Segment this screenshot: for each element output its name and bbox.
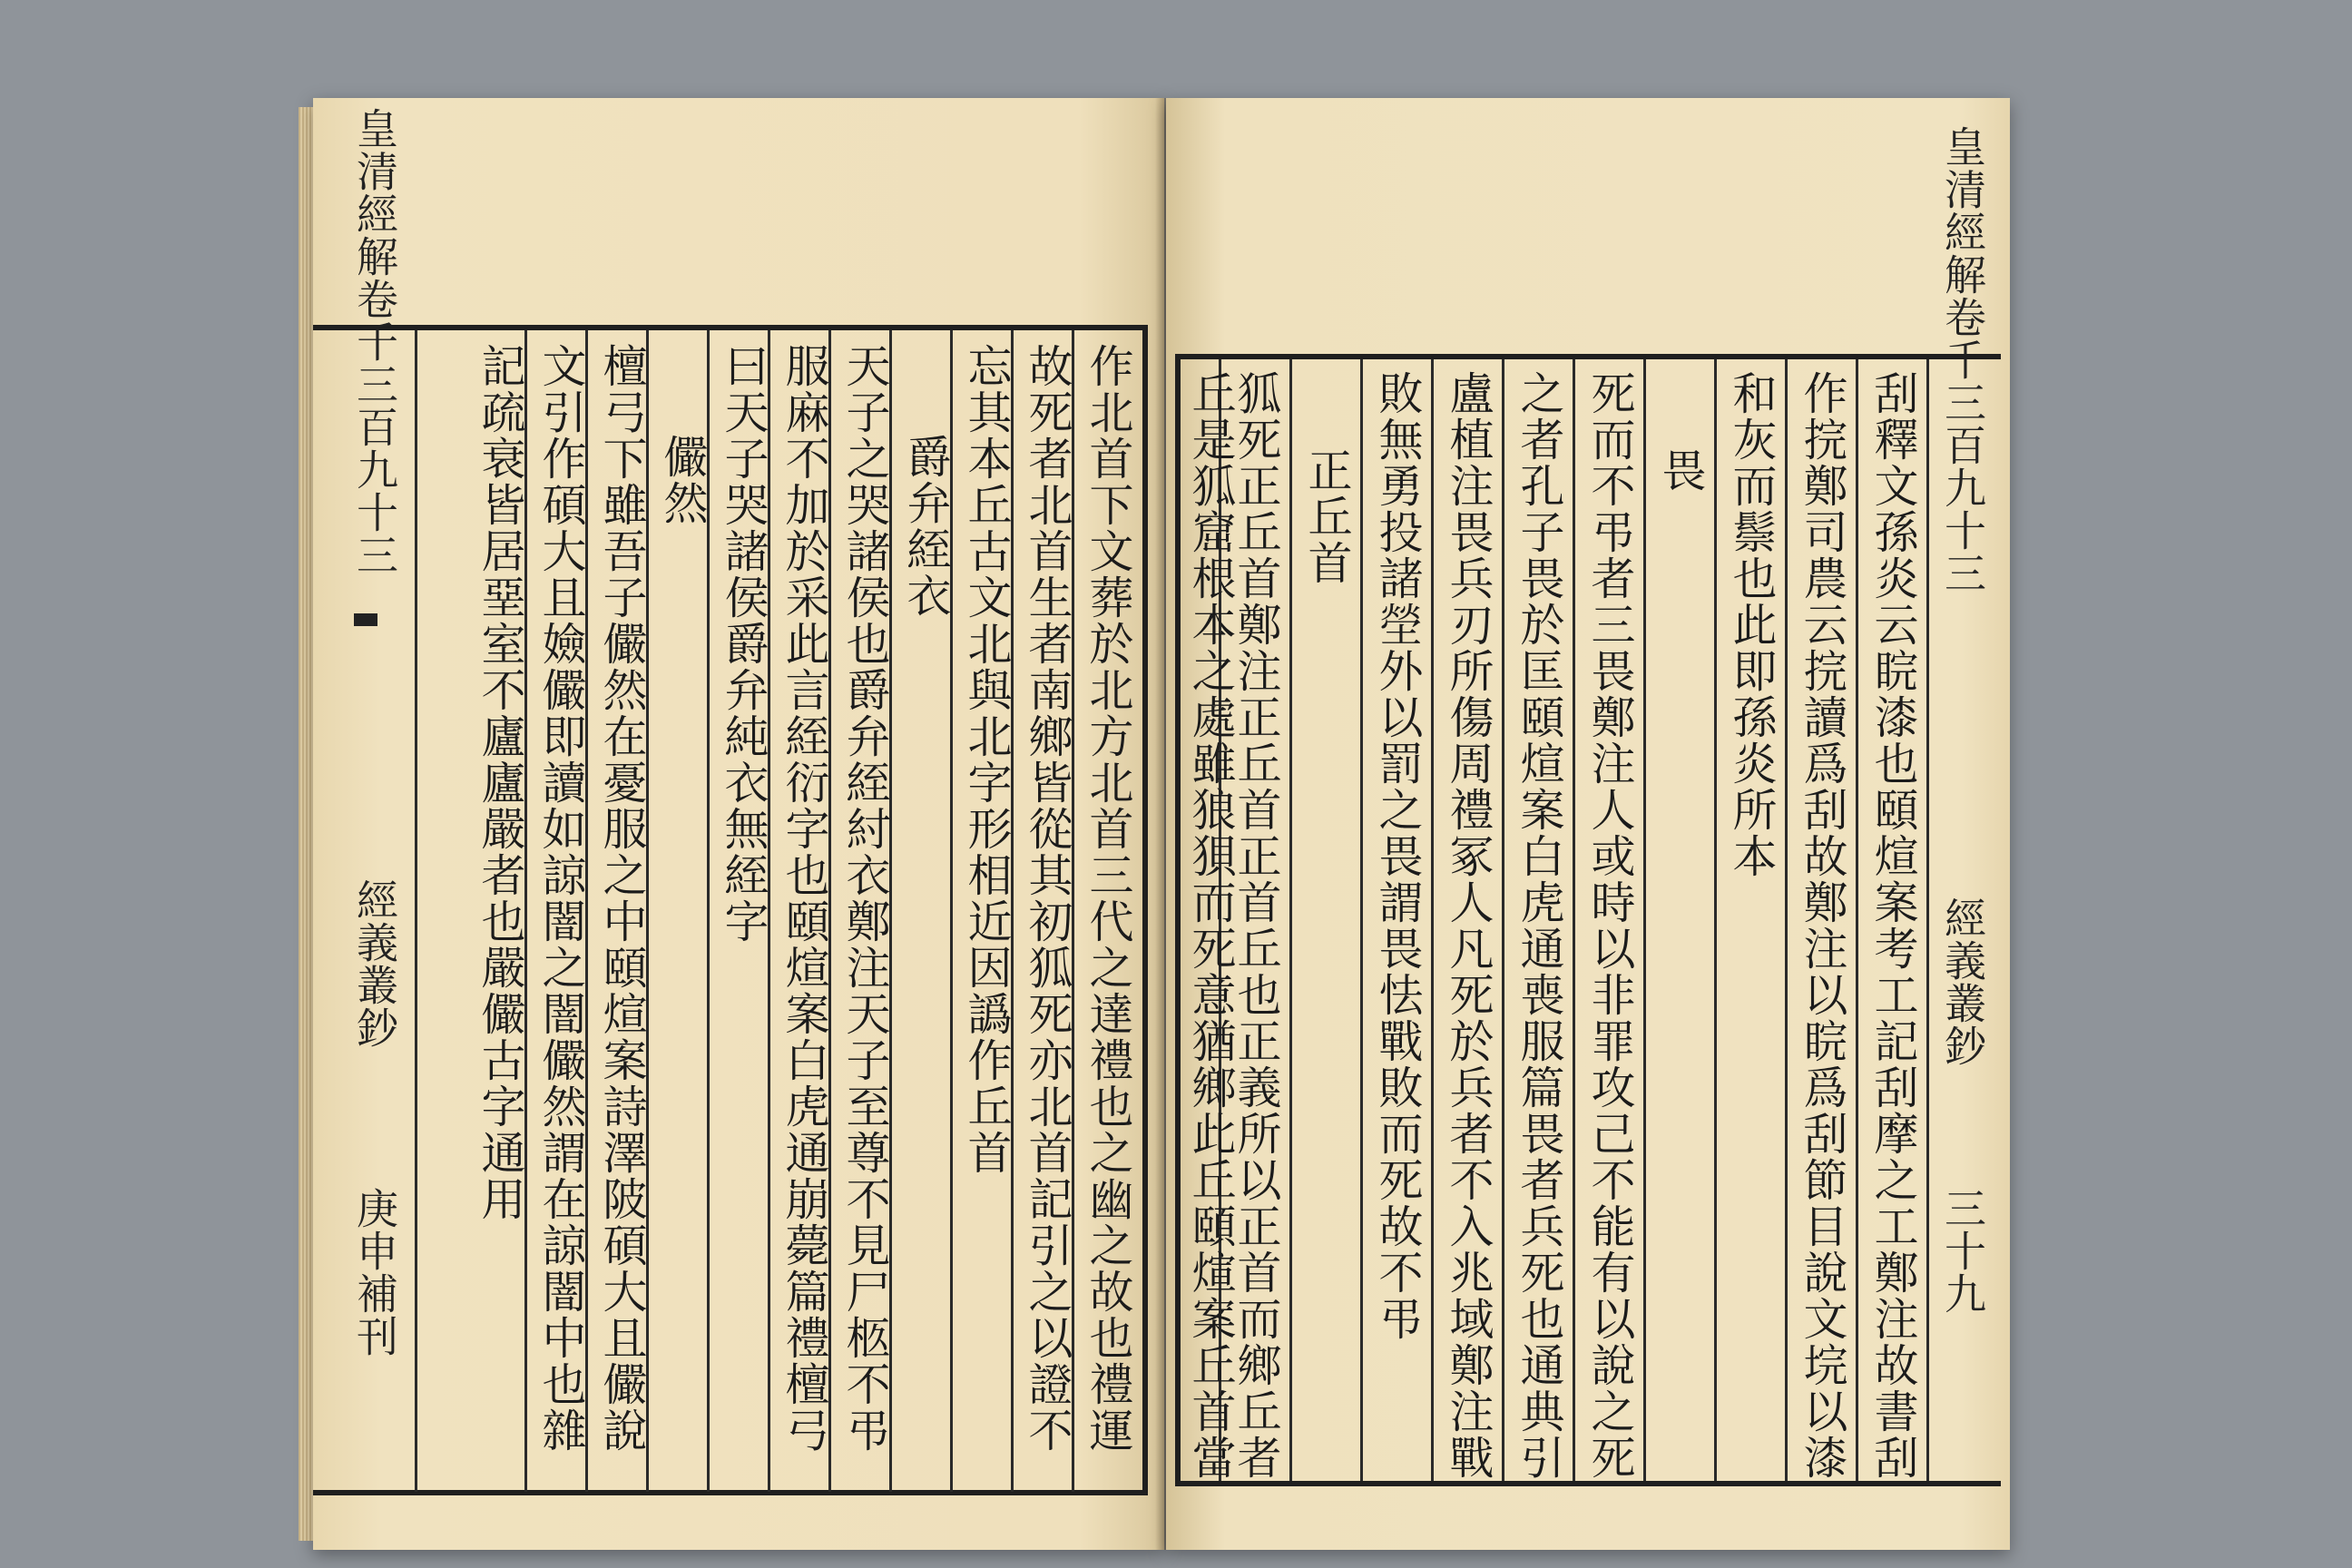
column-rule xyxy=(1573,359,1575,1481)
right-heading-2: 正丘首 xyxy=(1301,447,1353,586)
center-column-rule xyxy=(1926,359,1929,1481)
right-col-8: 敗無勇投諸塋外以罰之畏謂畏怯戰敗而死故不弔 xyxy=(1372,370,1424,1342)
right-col-11: 丘是狐窟根本之處雖狼狽而死意猶鄉此丘頤煊案丘首當 xyxy=(1185,370,1237,1481)
right-center-title: 皇清經解卷千三百九十三 xyxy=(1938,125,1987,594)
column-rule xyxy=(1785,359,1788,1481)
right-center-folio: 三十九 xyxy=(1938,1187,1987,1315)
right-col-1: 刮釋文孫炎云睆漆也頤煊案考工記刮摩之工鄭注故書刮 xyxy=(1867,370,1919,1481)
right-col-3: 和灰而鬃也此即孫炎所本 xyxy=(1726,370,1778,879)
right-col-2: 作捖鄭司農云捖讀爲刮故鄭注以睆爲刮節目說文垸以漆 xyxy=(1797,370,1848,1481)
left-heading-2: 儼然 xyxy=(657,434,709,526)
left-page xyxy=(313,98,1164,1550)
right-col-6: 之者孔子畏於匡頤煊案白虎通喪服篇畏者兵死也通典引 xyxy=(1514,370,1565,1481)
right-col-10: 狐死正丘首鄭注正丘首正首丘也正義所以正首而鄉丘者 xyxy=(1230,370,1282,1481)
left-col-1: 作北首下文葬於北方北首三代之達禮也之幽之故也禮運 xyxy=(1083,343,1134,1454)
left-col-2: 故死者北首生者南鄉皆從其初狐死亦北首記引之以證不 xyxy=(1022,343,1073,1454)
left-heading-1: 爵弁絰衣 xyxy=(900,434,952,619)
left-col-6: 服麻不加於采此言絰衍字也頤煊案白虎通崩薨篇禮檀弓 xyxy=(779,343,830,1454)
column-rule xyxy=(1714,359,1717,1481)
column-rule xyxy=(1289,359,1292,1481)
center-column-rule xyxy=(415,330,417,1492)
right-col-5: 死而不弔者三畏鄭注人或時以非罪攻己不能有以說之死 xyxy=(1584,370,1636,1481)
right-col-7: 盧植注畏兵刃所傷周禮冢人凡死於兵者不入兆域鄭注戰 xyxy=(1443,370,1494,1481)
column-rule xyxy=(1502,359,1504,1481)
left-col-5: 天子之哭諸侯也爵弁絰紂衣鄭注天子至尊不見尸柩不弔 xyxy=(839,343,891,1454)
left-col-9: 檀弓下雖吾子儼然在憂服之中頤煊案詩澤陂碩大且儼說 xyxy=(596,343,648,1454)
left-col-11: 記疏衰皆居堊室不廬廬嚴者也嚴儼古字通用 xyxy=(475,343,526,1222)
column-rule xyxy=(1431,359,1434,1481)
column-rule xyxy=(1360,359,1363,1481)
left-center-series: 經義叢鈔 xyxy=(350,878,399,1049)
left-col-10: 文引作碩大且嬐儼即讀如諒闇之闇儼然謂在諒闇中也雜 xyxy=(535,343,587,1454)
column-rule xyxy=(1643,359,1646,1481)
left-col-7: 曰天子哭諸侯爵弁純衣無絰字 xyxy=(718,343,769,945)
left-center-reprint: 庚申補刊 xyxy=(350,1187,399,1357)
left-col-3: 忘其本丘古文北與北字形相近因譌作丘首 xyxy=(961,343,1013,1176)
open-book xyxy=(313,98,2010,1550)
right-heading-1: 畏 xyxy=(1655,447,1707,494)
fish-tail-mark xyxy=(354,613,377,626)
column-rule xyxy=(1856,359,1858,1481)
left-center-title: 皇清經解卷千三百九十三 xyxy=(350,107,399,576)
right-center-series: 經義叢鈔 xyxy=(1938,897,1987,1067)
